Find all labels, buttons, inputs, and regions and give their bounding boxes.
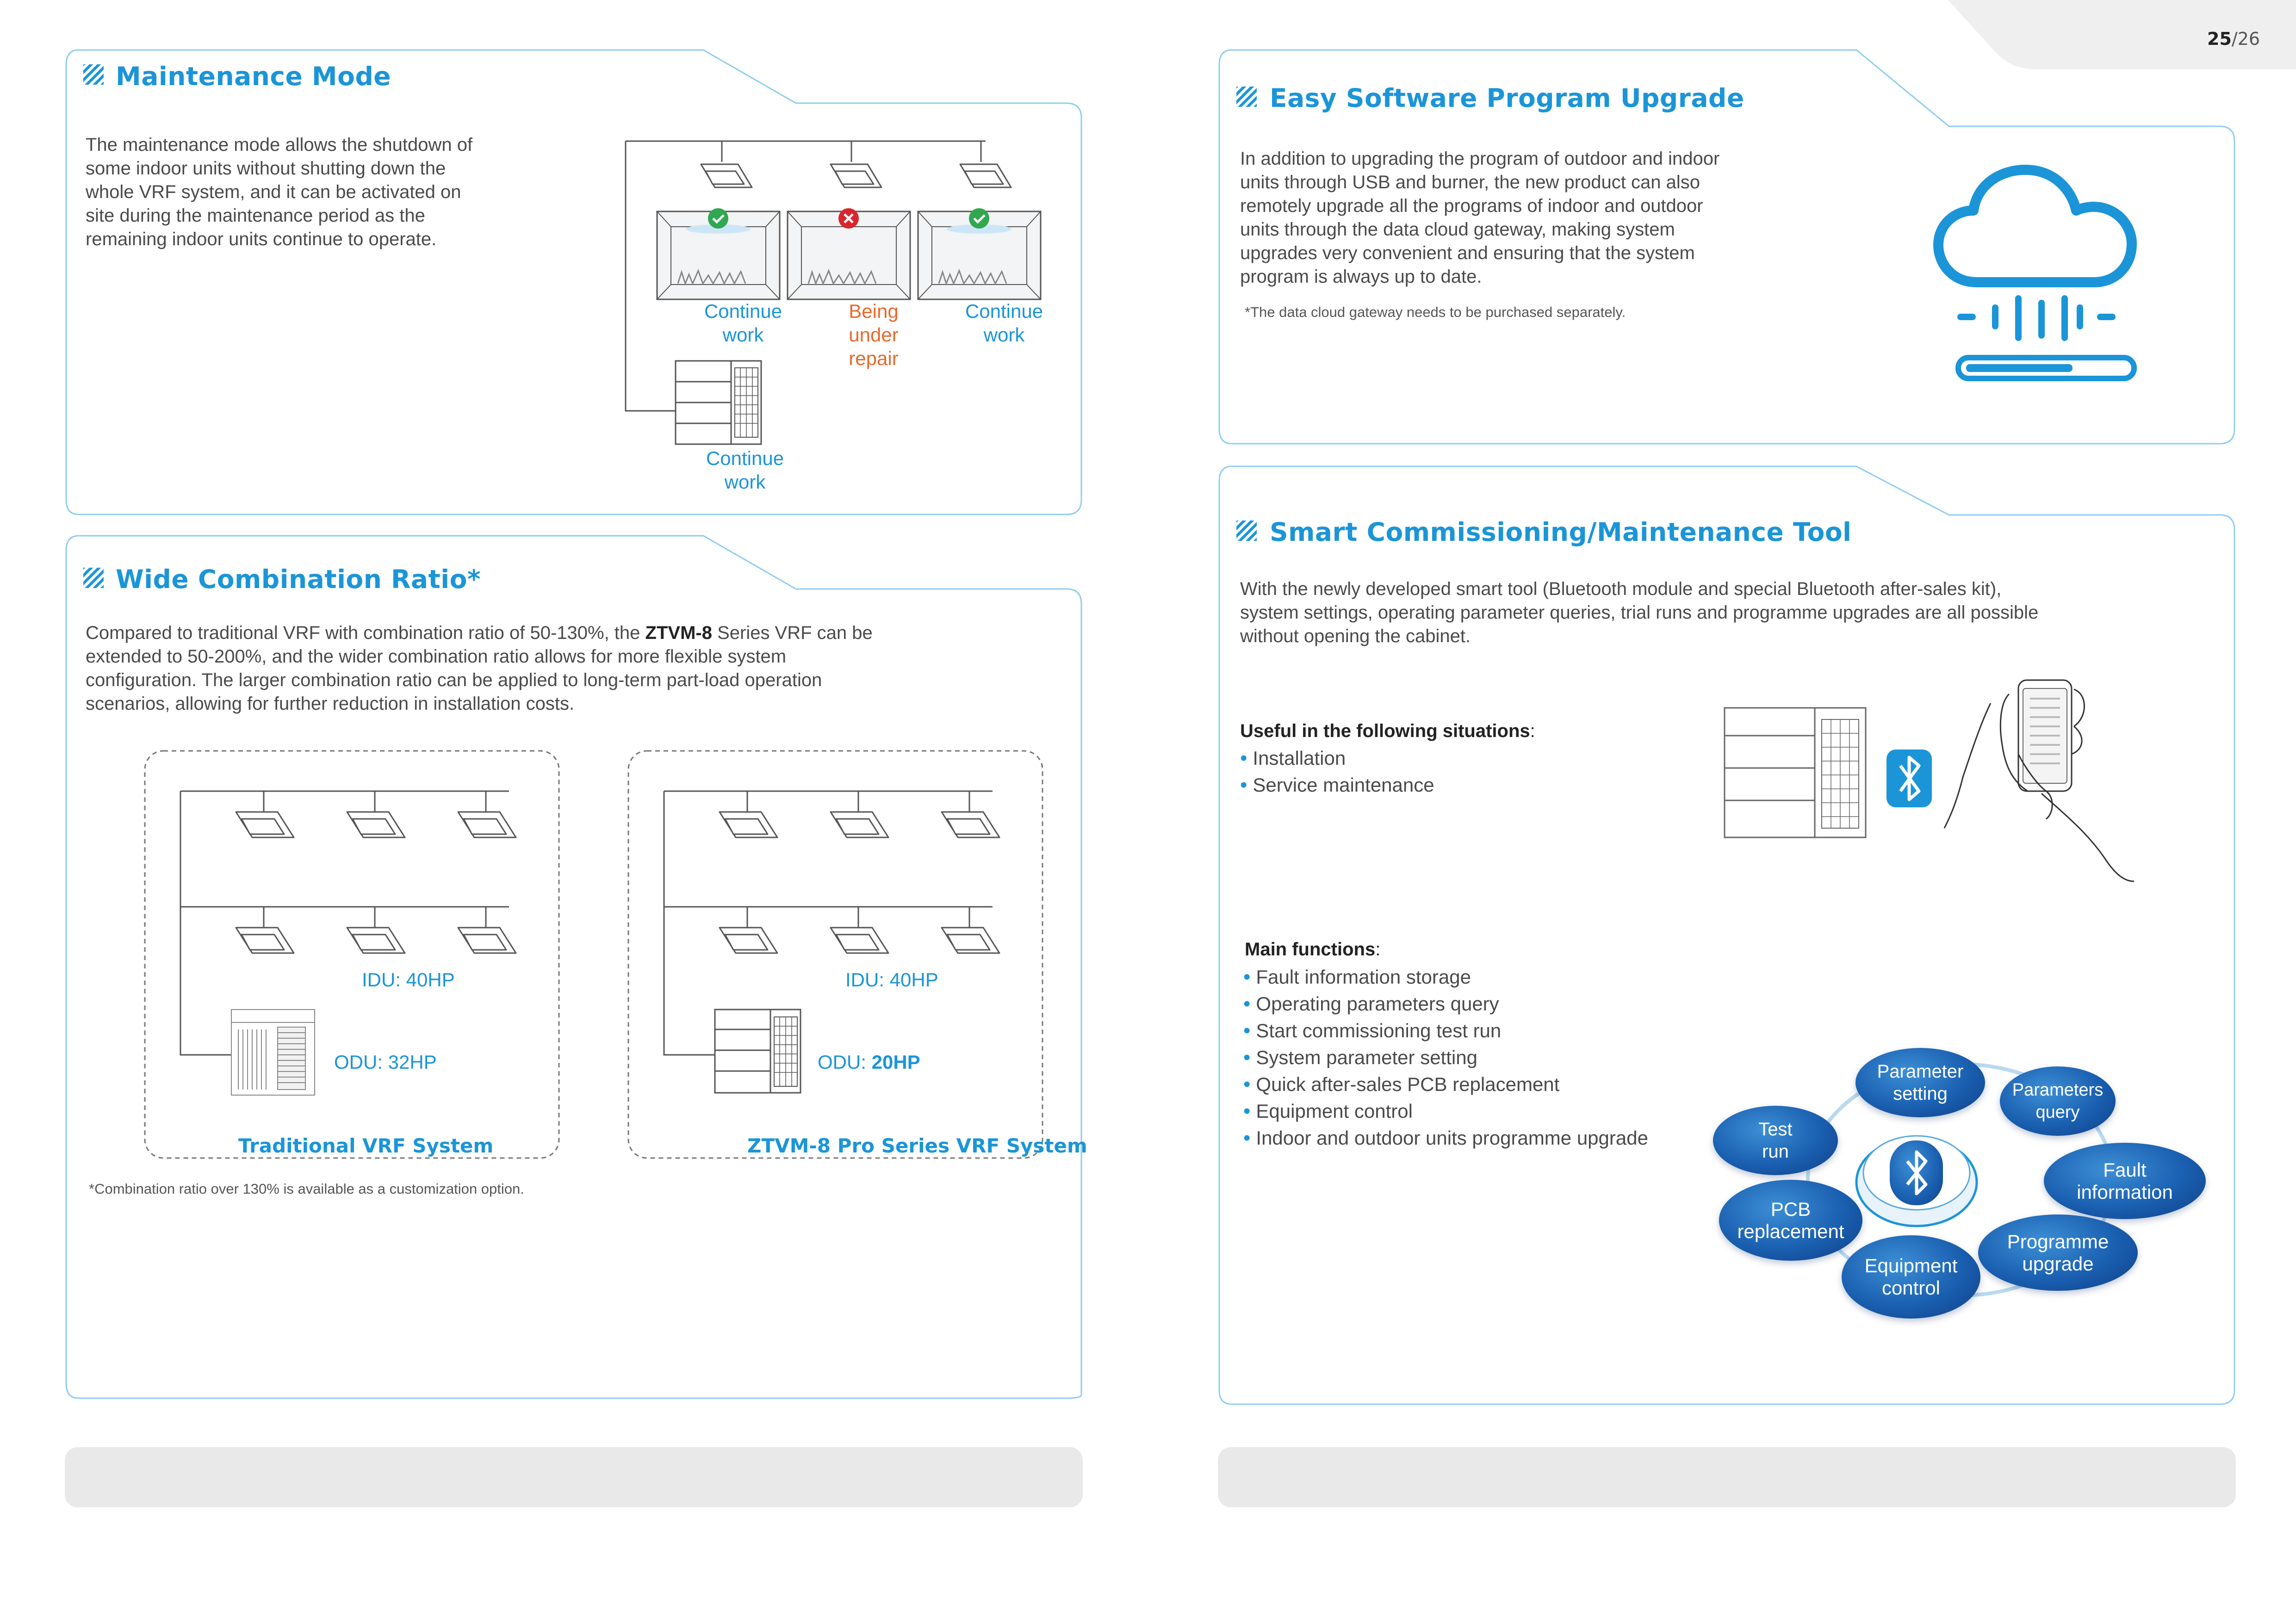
combination-ratio-panel	[65, 534, 1087, 1400]
bluetooth-connection-illustration	[1722, 675, 2153, 884]
unit-status-label-2: Being under repair	[849, 300, 899, 369]
unit-status-label-3: Continue work	[965, 300, 1043, 346]
bluetooth-center-icon	[1890, 1140, 1943, 1205]
situations-heading: Useful in the following situations:	[1240, 721, 1535, 741]
combination-title: Wide Combination Ratio*	[116, 564, 481, 594]
upgrade-body: In addition to upgrading the program of outdoor and indoor units through USB and burner, the new product can also remotely upgrade all the programs of indoor and outdoor units through the data cloud gateway, making system upgrades very convenient and ensuring that the system program is always up to date.	[1240, 149, 1720, 287]
bubble-pcb-replacement: PCB replacement	[1719, 1180, 1862, 1261]
maintenance-mode-panel	[65, 49, 1083, 516]
traditional-idu-label: IDU: 40HP	[362, 969, 455, 991]
maintenance-title: Maintenance Mode	[116, 62, 391, 91]
bubble-test-run: Test run	[1713, 1106, 1838, 1175]
bubble-fault-information: Fault information	[2044, 1143, 2206, 1219]
list-item: • Start commissioning test run	[1243, 1019, 1502, 1042]
bubble-parameter-setting: Parameter setting	[1855, 1048, 1985, 1117]
upgrade-title: Easy Software Program Upgrade	[1270, 83, 1744, 113]
smart-tool-title: Smart Commissioning/Maintenance Tool	[1270, 517, 1852, 547]
footer-bar-left	[65, 1447, 1083, 1507]
combination-body: Compared to traditional VRF with combination ratio of 50-130%, the ZTVM-8 Series VRF can be extended to 50-200%, and the wider combination ratio allows for more flexible system configuration. The larger combination ratio can be applied to long-term part-load operation scenarios, allowing for further reduction in installation costs.	[86, 623, 873, 714]
list-item: • System parameter setting	[1243, 1046, 1477, 1069]
upgrade-note: *The data cloud gateway needs to be purchased separately.	[1245, 304, 1626, 320]
title-stripes-icon	[82, 63, 105, 87]
combination-note: *Combination ratio over 130% is available as a customization option.	[89, 1181, 524, 1197]
cloud-upload-icon	[1933, 164, 2146, 396]
bubble-programme-upgrade: Programme upgrade	[1978, 1214, 2138, 1291]
ztvm-odu-label: ODU: 20HP	[818, 1051, 920, 1073]
error-icon	[838, 208, 859, 229]
list-item: • Operating parameters query	[1243, 992, 1499, 1015]
title-stripes-icon	[1235, 520, 1259, 543]
title-stripes-icon	[82, 567, 105, 590]
software-upgrade-panel	[1218, 49, 2236, 446]
ztvm-idu-label: IDU: 40HP	[845, 969, 938, 991]
outdoor-status-label: Continue work	[706, 447, 784, 493]
ztvm-system-diagram	[627, 750, 1046, 1166]
check-icon	[969, 208, 989, 229]
functions-list	[1243, 964, 1648, 1152]
list-item: • Service maintenance	[1240, 774, 1434, 796]
bubble-equipment-control: Equipment control	[1842, 1235, 1980, 1319]
list-item: • Equipment control	[1243, 1100, 1413, 1122]
smart-tool-panel	[1218, 465, 2236, 1406]
functions-heading: Main functions:	[1245, 939, 1381, 960]
page-number: 25/26	[2207, 29, 2260, 49]
situations-list	[1240, 745, 1434, 799]
list-item: • Fault information storage	[1243, 966, 1471, 988]
traditional-odu-label: ODU: 32HP	[334, 1051, 437, 1073]
title-stripes-icon	[1235, 86, 1259, 109]
smart-tool-body: With the newly developed smart tool (Bluetooth module and special Bluetooth after-sales kit), system settings, operating parameter queries, trial runs and programme upgrades are all possible without opening the cabinet.	[1240, 579, 2039, 646]
maintenance-diagram	[620, 136, 1083, 460]
bubble-parameters-query: Parameters query	[2000, 1066, 2116, 1136]
list-item: • Installation	[1240, 747, 1346, 769]
phone-hand-icon	[1944, 680, 2134, 881]
check-icon	[708, 208, 728, 229]
unit-status-label-1: Continue work	[704, 300, 782, 346]
traditional-system-label: Traditional VRF System	[238, 1134, 494, 1157]
list-item: • Indoor and outdoor units programme upgrade	[1243, 1127, 1648, 1149]
ztvm-system-label: ZTVM-8 Pro Series VRF System	[747, 1134, 1087, 1157]
list-item: • Quick after-sales PCB replacement	[1243, 1073, 1560, 1096]
footer-bar-right	[1218, 1447, 2236, 1507]
maintenance-body: The maintenance mode allows the shutdown of some indoor units without shutting down the whole VRF system, and it can be activated on site during the maintenance period as the remaining indoor units continue to operate.	[86, 135, 473, 249]
traditional-system-diagram	[143, 750, 562, 1166]
